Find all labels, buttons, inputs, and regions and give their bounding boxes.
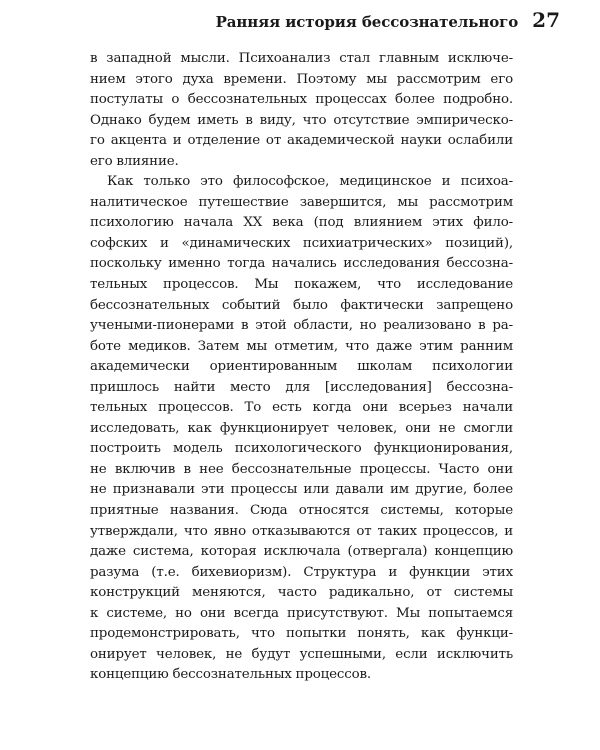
text-line: не включив в нее бессознательные процессы. Часто они [90,461,513,477]
text-line: не признавали эти процессы или давали им другие, более [90,482,513,498]
text-line: академически ориентированным школам психологии [90,359,513,375]
text-line: Однако будем иметь в виду, что отсутствие эмпирическо- [90,112,513,128]
text-line: приятные названия. Сюда относятся системы, которые [90,503,513,519]
paragraph-1 [90,49,513,172]
text-line: нием этого духа времени. Поэтому мы рассмотрим его [90,71,513,87]
text-line: концепцию бессознательных процессов. [90,667,371,683]
text-line: учеными-пионерами в этой области, но реализовано в ра- [90,318,513,334]
text-line: тельных процессов. То есть когда они всерьез начали [90,400,513,416]
body-text [90,49,513,686]
text-line: в западной мысли. Психоанализ стал главным исключе- [90,51,513,66]
text-line: го акцента и отделение от академической науки ослабили [90,133,513,149]
text-line: психологию начала XX века (под влиянием этих фило- [90,215,513,231]
text-line: утверждали, что явно отказываются от таких процессов, и [90,523,513,539]
text-line: постулаты о бессознательных процессах более подробно. [90,92,513,108]
text-line: разума (т.е. бихевиоризм). Структура и функции этих [90,564,513,580]
page-number: 27 [532,8,560,32]
text-line: продемонстрировать, что попытки понять, как функци- [90,626,513,642]
text-line: даже система, которая исключала (отвергала) концепцию [90,544,513,560]
text-line: боте медиков. Затем мы отметим, что даже этим ранним [90,338,513,354]
text-line: софских и «динамических психиатрических» позиций), [90,235,513,251]
running-title: Ранняя история бессознательного [215,13,519,31]
running-head [216,8,560,32]
text-line: построить модель психологического функционирования, [90,441,513,457]
text-line: его влияние. [90,153,179,169]
text-line: пришлось найти место для [исследования] бессозна- [90,379,513,395]
text-line: тельных процессов. Мы покажем, что исследование [90,277,513,293]
text-line: онирует человек, не будут успешными, если исключить [90,646,513,662]
paragraph-2 [90,172,513,686]
text-line: налитическое путешествие завершится, мы рассмотрим [90,194,513,210]
text-line: Как только это философское, медицинское и психоа- [107,174,513,190]
text-line: поскольку именно тогда начались исследования бессозна- [90,256,513,272]
text-line: бессознательных событий было фактически запрещено [90,297,513,313]
text-line: конструкций меняются, часто радикально, от системы [90,585,513,601]
text-line: к системе, но они всегда присутствуют. Мы попытаемся [90,605,513,621]
text-line: исследовать, как функционирует человек, они не смогли [90,420,513,436]
